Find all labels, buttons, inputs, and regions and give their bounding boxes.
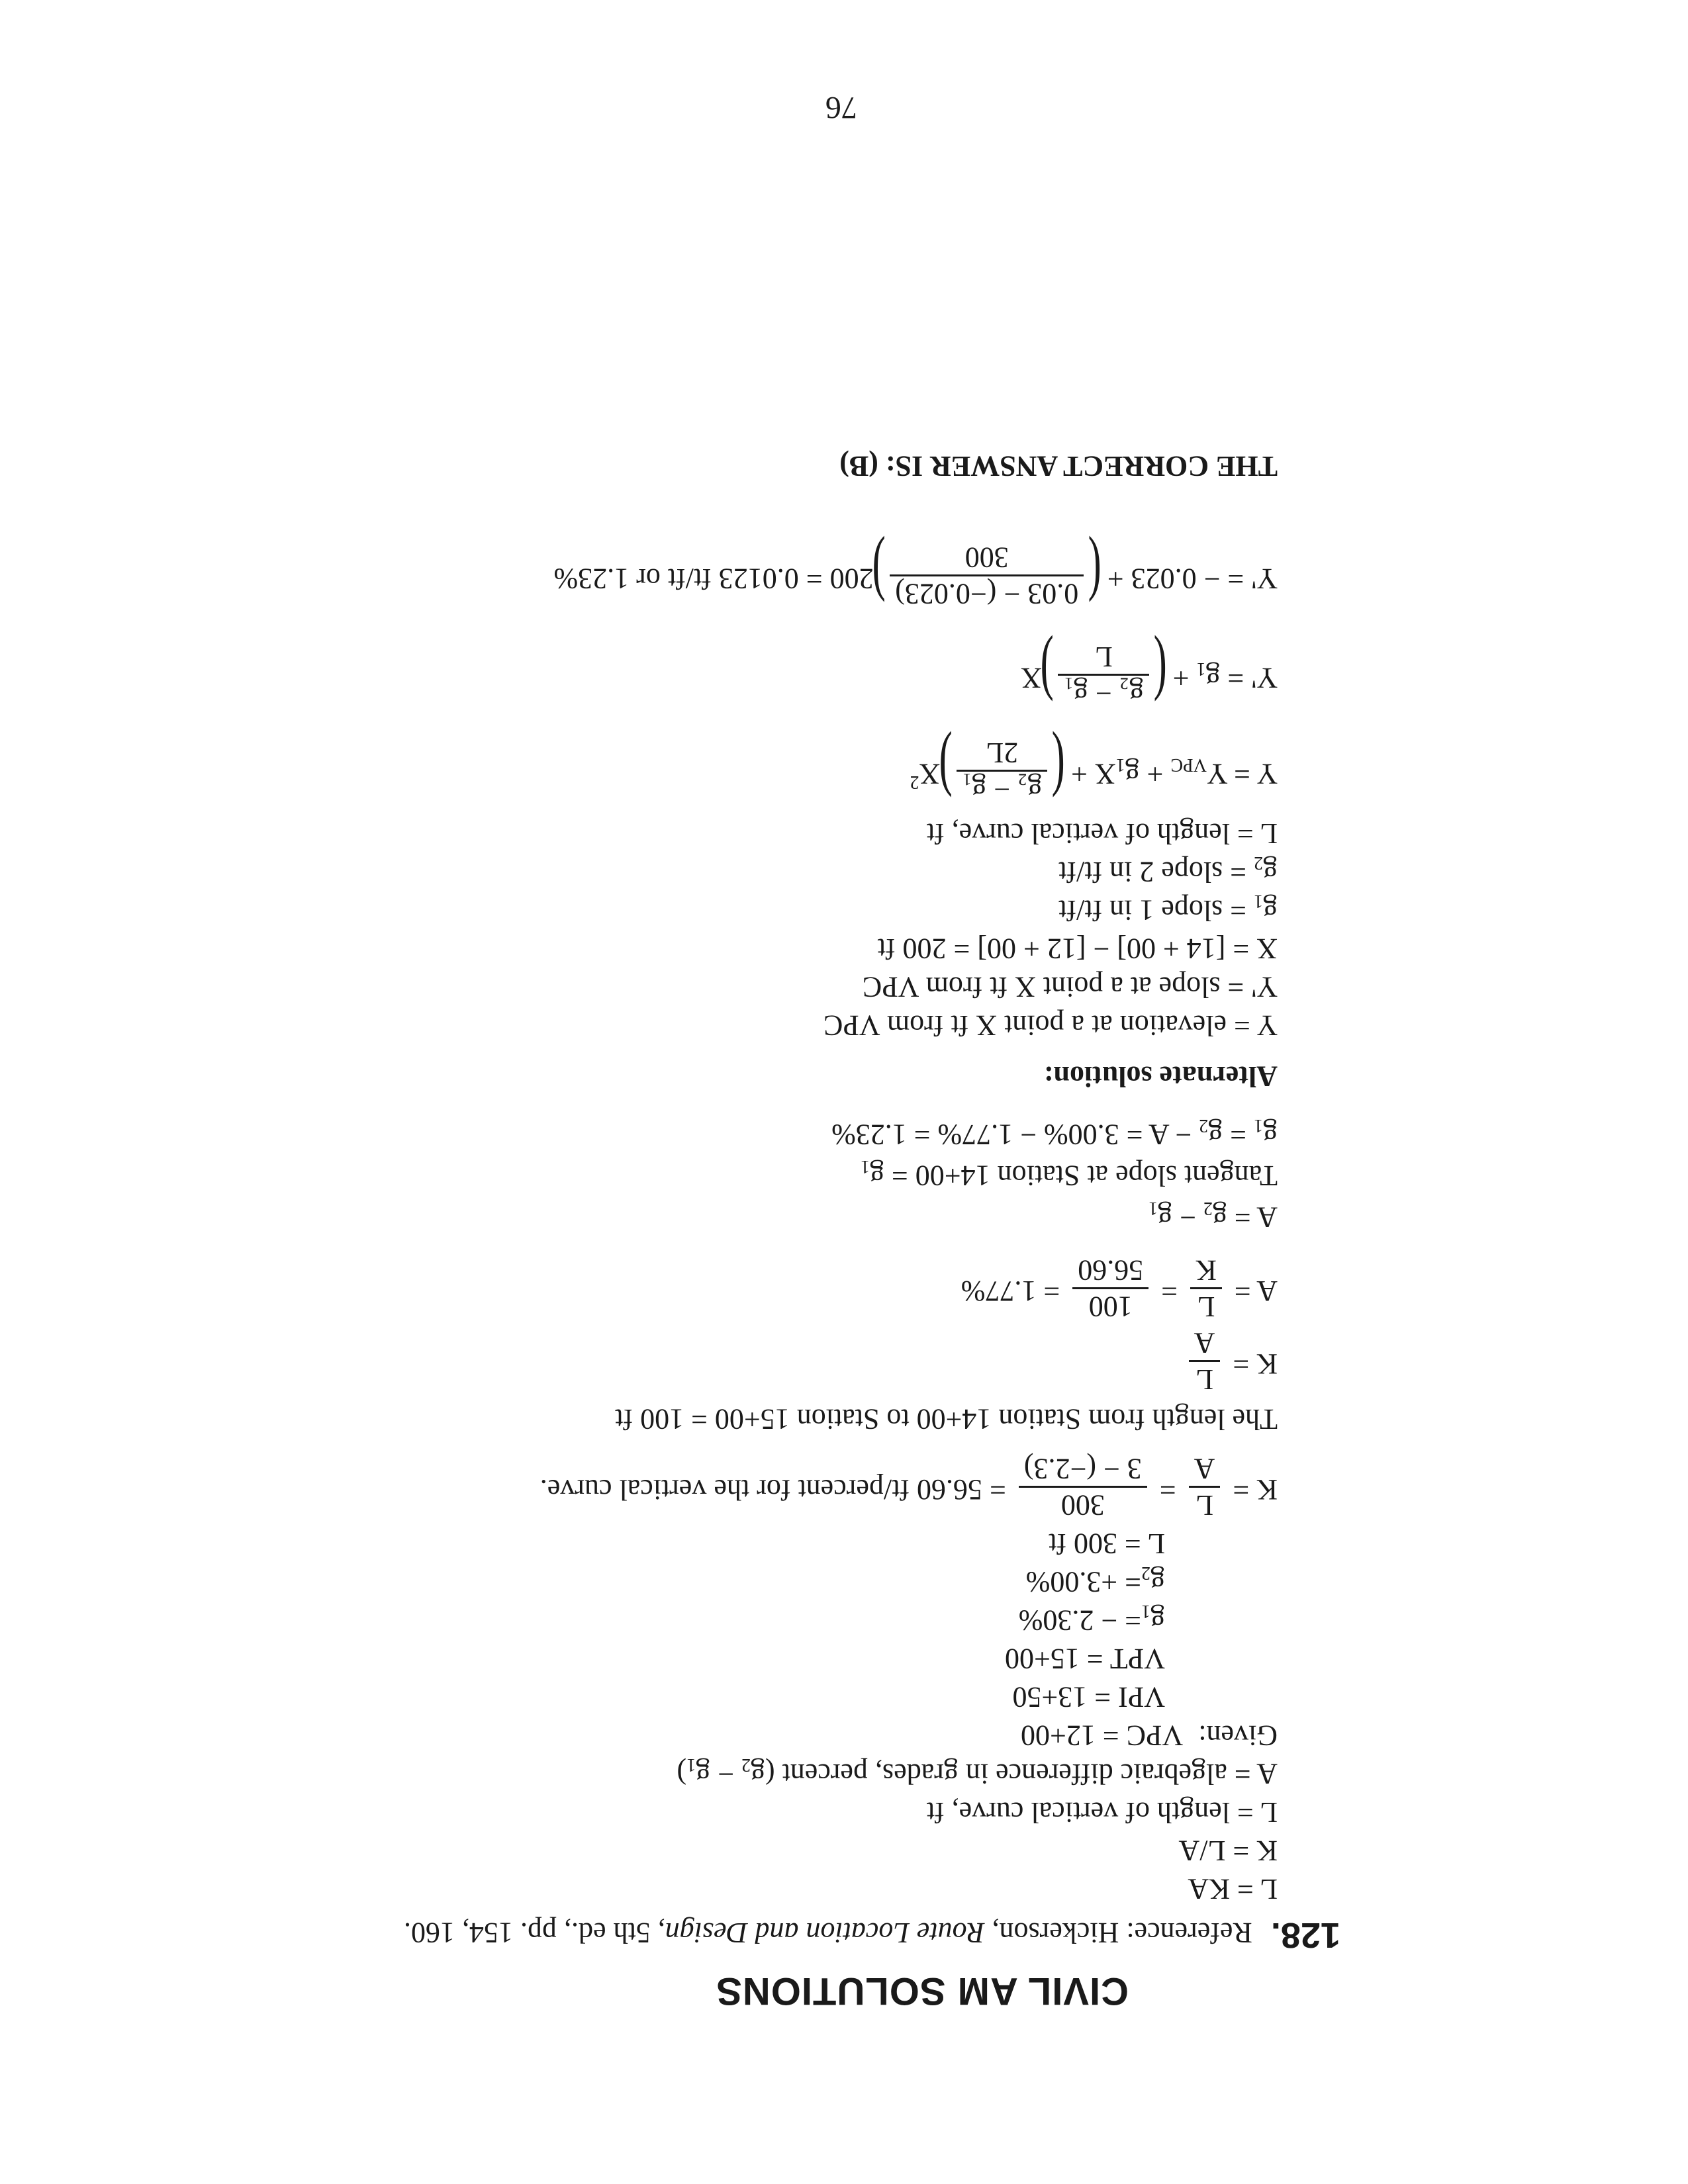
- eq-k-calc: K = L A = 300 3 − (−2.3) = 56.60 ft/percent for the vertical curve.: [539, 1453, 1278, 1522]
- reference-prefix: Reference: Hickerson,: [984, 1917, 1252, 1949]
- alt-yp-eq: $Y' = g_1$ + ( g₂ − g₁ L )X: [1021, 635, 1278, 715]
- eq-l-ka: L = KA: [1188, 1873, 1278, 1905]
- alt-yp-calc: Y' = − 0.023 + ( 0.03 − (−0.023) 300 )200 = 0.0123 ft/ft or 1.23%: [553, 535, 1278, 616]
- alt-yp-def: Y' = slope at a point X ft from VPC: [862, 971, 1278, 1003]
- alt-y-eq: $Y = Y_{VPC} + g_1X$ + ( g₂ − g₁ 2L )$X^2$: [910, 731, 1278, 811]
- given-vpt: VPT = 15+00: [1005, 1643, 1165, 1675]
- eq-a-g: $A = g_2 - g_1$: [1149, 1198, 1278, 1234]
- problem-reference-line: [404, 1915, 1340, 1956]
- g1-calc: $g_1 = g_2 - A = 3.00\% - 1.77\% = 1.23\%$: [831, 1115, 1278, 1151]
- given-vpc: VPC = 12+00: [1021, 1719, 1184, 1752]
- given-g1: $g_1= - 2.30\%$: [1018, 1601, 1165, 1637]
- reference-title: Route Location and Design: [665, 1917, 985, 1949]
- alternate-heading: Alternate solution:: [1043, 1060, 1278, 1093]
- alt-g2-def: $g_2$ = slope 2 in ft/ft: [1058, 852, 1278, 888]
- given-label: Given:: [1198, 1719, 1278, 1752]
- length-text: The length from Station 14+00 to Station 15+00 = 100 ft: [615, 1403, 1278, 1435]
- alt-y-def: Y = elevation at a point X ft from VPC: [823, 1009, 1278, 1042]
- given-vpi: VPI = 13+50: [1012, 1681, 1165, 1713]
- correct-answer: THE CORRECT ANSWER IS: (B): [839, 450, 1278, 482]
- def-a: A = algebraic difference in grades, percent $(g_2 - g_1)$: [677, 1754, 1278, 1790]
- page-number: 76: [825, 90, 857, 125]
- page-header: CIVIL AM SOLUTIONS: [716, 1970, 1129, 2013]
- alt-g1-def: $g_1$ = slope 1 in ft/ft: [1058, 891, 1278, 927]
- eq-k-la-frac: K = L A: [1184, 1326, 1278, 1396]
- given-g2: $g_2= +3.00\%$: [1025, 1563, 1165, 1598]
- given-l: L = 300 ft: [1049, 1527, 1165, 1560]
- problem-number: 128.: [1270, 1915, 1340, 1955]
- given-block: [1021, 1719, 1278, 1752]
- alt-l-def: L = length of vertical curve, ft: [926, 817, 1278, 850]
- tangent-slope: Tangent slope at Station $14+00 = g_1$: [860, 1156, 1278, 1192]
- reference-suffix: , 5th ed., pp. 154, 160.: [404, 1917, 665, 1949]
- eq-a-calc: A = L K = 100 56.60 = 1.77%: [961, 1254, 1278, 1323]
- def-l: L = length of vertical curve, ft: [926, 1796, 1278, 1829]
- eq-k-la: K = L/A: [1178, 1835, 1278, 1867]
- alt-x-def: X = [14 + 00] − [12 + 00] = 200 ft: [877, 933, 1278, 965]
